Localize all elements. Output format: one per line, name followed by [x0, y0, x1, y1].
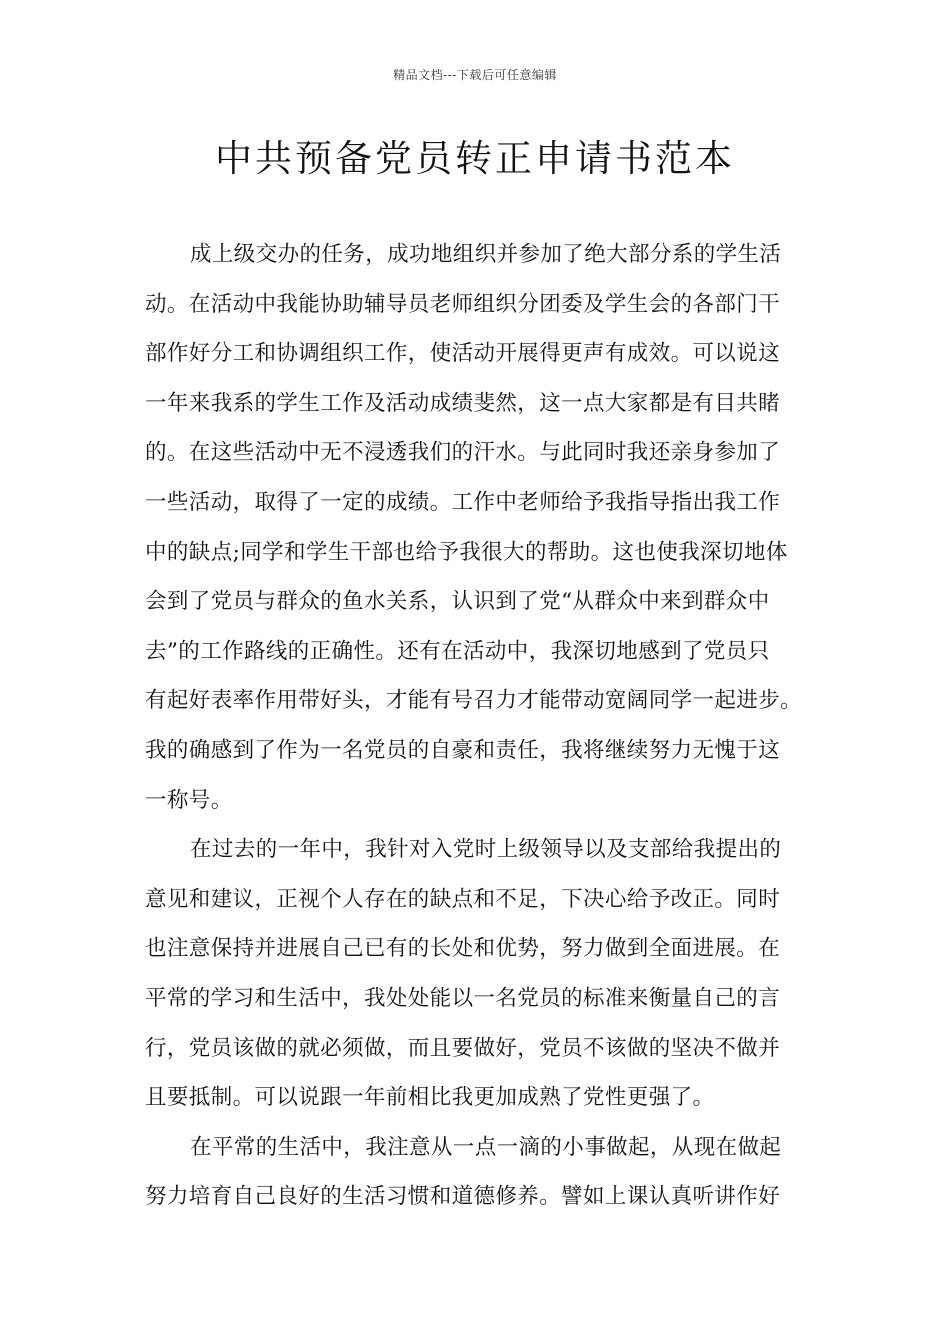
body-line: 去”的工作路线的正确性。还有在活动中，我深切地感到了党员只 — [145, 638, 770, 664]
body-line: 平常的学习和生活中，我处处能以一名党员的标准来衡量自己的言 — [145, 985, 781, 1011]
body-line: 我的确感到了作为一名党员的自豪和责任，我将继续努力无愧于这 — [145, 737, 781, 763]
document-body — [145, 230, 805, 1222]
body-line: 且要抵制。可以说跟一年前相比我更加成熟了党性更强了。 — [145, 1085, 715, 1111]
body-line: 行，党员该做的就必须做，而且要做好，党员不该做的坚决不做并 — [145, 1035, 781, 1061]
body-line: 会到了党员与群众的鱼水关系，认识到了党“从群众中来到群众中 — [145, 589, 770, 615]
body-line: 动。在活动中我能协助辅导员老师组织分团委及学生会的各部门干 — [145, 291, 781, 317]
body-line: 意见和建议，正视个人存在的缺点和不足，下决心给予改正。同时 — [145, 886, 781, 912]
body-line: 一年来我系的学生工作及活动成绩斐然，这一点大家都是有目共睹 — [145, 390, 781, 416]
body-line: 在平常的生活中，我注意从一点一滴的小事做起，从现在做起 — [190, 1134, 782, 1160]
body-line: 一些活动，取得了一定的成绩。工作中老师给予我指导指出我工作 — [145, 489, 781, 515]
body-line: 努力培育自己良好的生活习惯和道德修养。譬如上课认真听讲作好 — [145, 1184, 781, 1210]
body-line: 有起好表率作用带好头，才能有号召力才能带动宽阔同学一起进步。 — [145, 688, 803, 714]
document-title: 中共预备党员转正申请书范本 — [215, 137, 735, 180]
body-line: 一称号。 — [145, 787, 233, 813]
body-line: 部作好分工和协调组织工作，使活动开展得更声有成效。可以说这 — [145, 341, 781, 367]
body-line: 的。在这些活动中无不浸透我们的汗水。与此同时我还亲身参加了 — [145, 440, 781, 466]
body-line: 在过去的一年中，我针对入党时上级领导以及支部给我提出的 — [190, 837, 782, 863]
body-line: 中的缺点;同学和学生干部也给予我很大的帮助。这也使我深切地体 — [145, 539, 788, 565]
header-note: 精品文档---下载后可任意编辑 — [393, 68, 557, 82]
body-line: 也注意保持并进展自己已有的长处和优势，努力做到全面进展。在 — [145, 936, 781, 962]
body-line: 成上级交办的任务，成功地组织并参加了绝大部分系的学生活 — [190, 242, 782, 267]
